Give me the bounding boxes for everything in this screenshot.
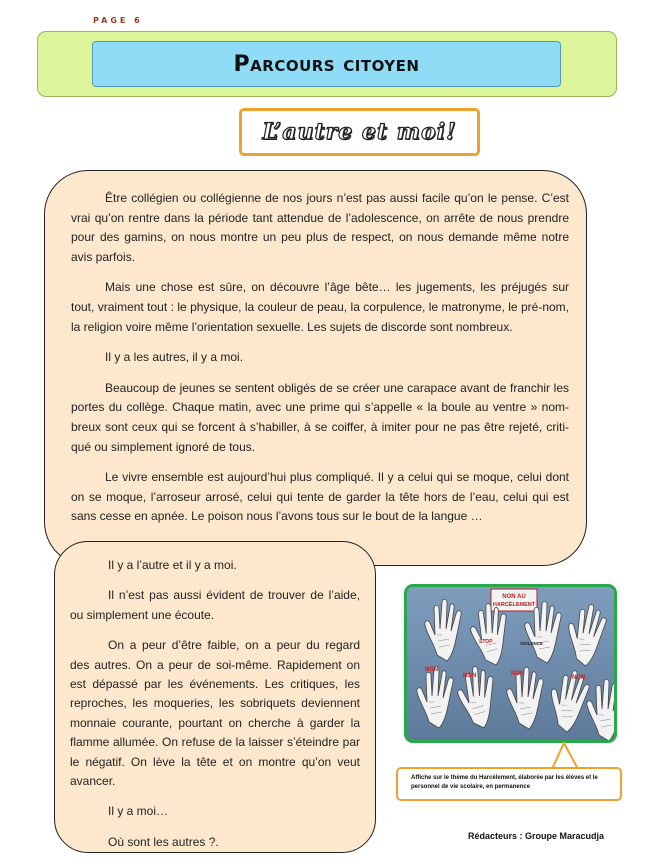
article-title: L’autre et moi! bbox=[262, 119, 457, 145]
paragraph: Être collégien ou collégienne de nos jours n’est pas aussi facile qu’on le pense. C’est vrai qu’on rentre dans la période tant attendue de l’adolescence, on arrête de nous prendre pour des gamins, on nous montre un peu plus de respect, on nous demande même notre avis parfois. bbox=[71, 191, 569, 264]
paragraph: Où sont les autres ?. bbox=[108, 834, 219, 849]
article-title-box bbox=[239, 108, 480, 156]
photo-caption: Affiche sur le thème du Harcèlement, élaborée par les élèves et le personnel de vie scolaire, en permanence bbox=[411, 775, 598, 790]
paragraph: Mais une chose est sûre, on découvre l’âge bête… les jugements, les préjugés sur tout, vraiment tout : le physique, la couleur de peau, la corpulence, le matronyme, le pré-nom, la religion voire même l’orientation sexuelle. Les sujets de discorde sont nombreux. bbox=[71, 280, 569, 334]
photo-caption-box bbox=[396, 767, 622, 801]
poster-violence-label: VIOLENCE bbox=[520, 641, 544, 646]
svg-text:HARCÈLEMENT: HARCÈLEMENT bbox=[492, 602, 536, 608]
paragraph: On a peur d’être faible, on a peur du regard des autres. On a peur de soi-même. Rapidement on est dépassé par les événements. Les critiques, les reproches, les moqueries, les sobriquets deviennent monnaie courante, pourtant on cherche à garder la flamme allumée. On refuse de la laisser s’éteindre par le négatif. On lève la tête et on montre qu’on veut avancer. bbox=[70, 638, 360, 789]
svg-text:NON: NON bbox=[572, 675, 586, 681]
paragraph: Le vivre ensemble est aujourd’hui plus compliqué. Il y a celui qui se moque, celui dont on se moque, l’arroseur arrosé, celui qui tente de garder la tête hors de l’eau, celui qui est sans cesse en apnée. Le poison nous l’avons tous sur le bout de la langue … bbox=[71, 470, 569, 524]
paragraph: Il y a l’autre et il y a moi. bbox=[108, 558, 237, 572]
svg-text:NON: NON bbox=[511, 671, 525, 677]
article-text-box-2 bbox=[54, 541, 376, 853]
paragraph: Il n’est pas aussi évident de trouver de l’aide, ou simplement une écoute. bbox=[70, 588, 360, 622]
poster-banner-text: NON AU bbox=[502, 594, 526, 600]
credits: Rédacteurs : Groupe Maracudja bbox=[468, 831, 605, 841]
poster-non-label: NON bbox=[425, 667, 439, 673]
section-title-box bbox=[92, 41, 561, 87]
poster-photo bbox=[404, 584, 617, 743]
paragraph: Il y a moi… bbox=[108, 804, 169, 819]
poster-photo-illustration bbox=[407, 587, 614, 740]
poster-stop-label: STOP bbox=[479, 639, 493, 645]
page-label: PAGE 6 bbox=[93, 16, 143, 25]
section-title: Parcours citoyen bbox=[233, 51, 420, 77]
svg-text:NON: NON bbox=[463, 673, 477, 679]
article-text-box-1 bbox=[44, 170, 587, 566]
paragraph: Beaucoup de jeunes se sentent obligés de se créer une carapace avant de franchir les portes du collège. Chaque matin, avec une prime qui s’appelle « la boule au ventre » nom-breux sont ceux qui se forcent à s’habiller, à se coiffer, à imiter pour ne pas être rejeté, criti-qué ou simplement ignoré de tous. bbox=[71, 380, 569, 454]
paragraph: Il y a les autres, il y a moi. bbox=[105, 350, 244, 365]
